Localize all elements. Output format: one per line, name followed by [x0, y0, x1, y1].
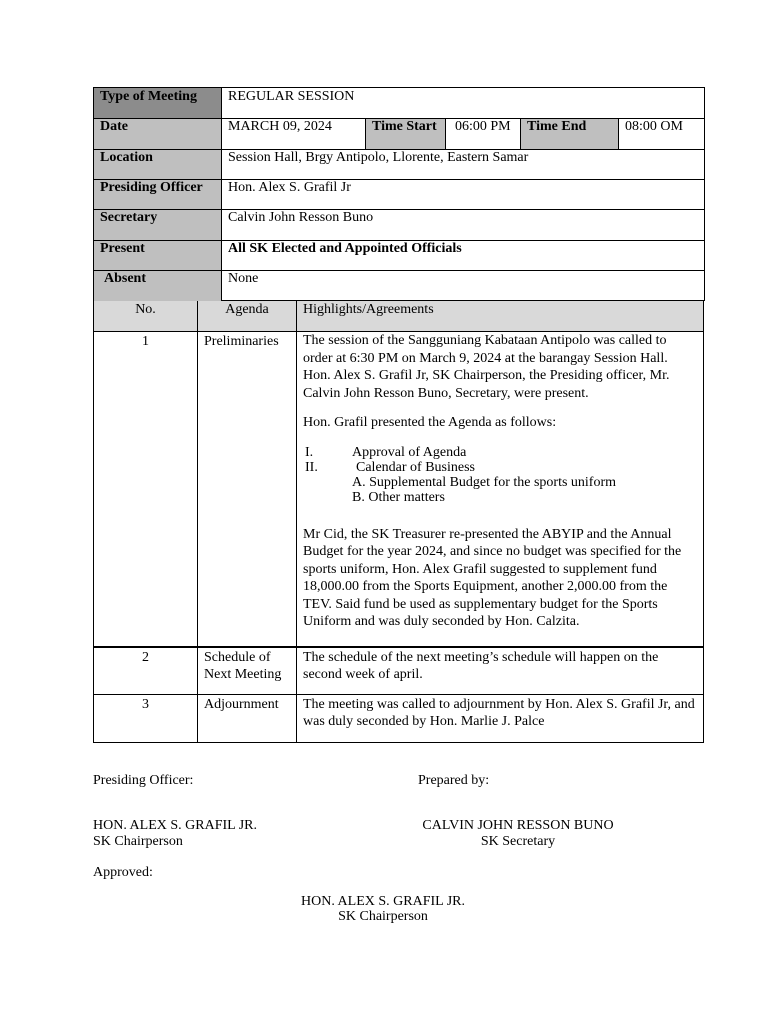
header-agenda: Agenda	[225, 302, 269, 317]
location-value: Session Hall, Brgy Antipolo, Llorente, Eastern Samar	[228, 150, 529, 165]
approved-caption: Approved:	[93, 865, 153, 880]
row-3-agenda: Adjournment	[204, 697, 279, 712]
prepared-by-title: SK Secretary	[480, 834, 556, 849]
row-2-highlights: The schedule of the next meeting’s schedule will happen on the second week of april.	[303, 650, 659, 682]
header-no: No.	[135, 302, 156, 317]
present-value: All SK Elected and Appointed Officials	[228, 241, 462, 256]
row-1-paragraph-2: Hon. Grafil presented the Agenda as follows:	[303, 415, 557, 430]
prepared-by-name: CALVIN JOHN RESSON BUNO	[422, 818, 614, 833]
approved-title: SK Chairperson	[338, 909, 428, 924]
time-start-label: Time Start	[372, 119, 437, 134]
row-3-no: 3	[142, 697, 149, 712]
secretary-label: Secretary	[100, 210, 158, 225]
row-2-no: 2	[142, 650, 149, 665]
header-highlights: Highlights/Agreements	[303, 302, 434, 317]
agenda-list-num: II.	[305, 459, 318, 475]
row-1-paragraph-1: The session of the Sangguniang Kabataan Antipolo was called to order at 6:30 PM on March 9, 2024 at the barangay Session Hall. Hon. Alex S. Grafil Jr, SK Chairperson, the Presiding officer, Mr. Calvin John Resson Buno, Secretary, were present.	[303, 333, 670, 401]
agenda-list-text: Approval of Agenda	[352, 444, 467, 460]
time-start-value: 06:00 PM	[455, 119, 511, 134]
agenda-list	[303, 445, 697, 505]
row-1-highlights	[297, 332, 703, 631]
presiding-officer-label: Presiding Officer	[100, 180, 203, 195]
absent-value: None	[228, 271, 259, 286]
presiding-officer-value: Hon. Alex S. Grafil Jr	[228, 180, 351, 195]
agenda-sublist-text: A. Supplemental Budget for the sports uniform	[352, 474, 617, 490]
present-label: Present	[100, 241, 145, 256]
presiding-officer-caption: Presiding Officer:	[93, 773, 194, 788]
agenda-list-text: Calendar of Business	[356, 459, 475, 475]
agenda-list-item	[303, 460, 697, 475]
type-of-meeting-value: REGULAR SESSION	[228, 89, 355, 104]
agenda-list-item	[303, 445, 697, 460]
row-2-agenda: Schedule of Next Meeting	[204, 650, 282, 682]
approved-name: HON. ALEX S. GRAFIL JR.	[301, 894, 465, 909]
time-end-value: 08:00 OM	[625, 119, 683, 134]
agenda-sublist-text: B. Other matters	[352, 489, 445, 505]
presiding-officer-name: HON. ALEX S. GRAFIL JR.	[93, 818, 257, 833]
type-of-meeting-label: Type of Meeting	[100, 89, 197, 104]
presiding-officer-title: SK Chairperson	[93, 834, 183, 849]
date-label: Date	[100, 119, 128, 134]
agenda-sublist-item	[303, 475, 697, 490]
agenda-sublist-item	[303, 490, 697, 505]
location-label: Location	[100, 150, 153, 165]
secretary-value: Calvin John Resson Buno	[228, 210, 374, 225]
row-1-agenda: Preliminaries	[204, 334, 279, 349]
prepared-by-caption: Prepared by:	[418, 773, 490, 788]
row-1-no: 1	[142, 334, 149, 349]
time-end-label: Time End	[527, 119, 587, 134]
row-3-highlights: The meeting was called to adjournment by Hon. Alex S. Grafil Jr, and was duly seconded by Hon. Marlie J. Palce	[303, 697, 695, 729]
agenda-list-num: I.	[305, 444, 314, 460]
date-value: MARCH 09, 2024	[228, 119, 332, 134]
row-1-paragraph-3: Mr Cid, the SK Treasurer re-presented the ABYIP and the Annual Budget for the year 2024, and since no budget was specified for the sports uniform, Hon. Alex Grafil suggested to supplement fund 18,000.00 from the Sports Equipment, another 2,000.00 from the TEV. Said fund be used as supplementary budget for the Sports Uniform and was duly seconded by Hon. Calzita.	[303, 526, 682, 629]
absent-label: Absent	[104, 271, 147, 286]
